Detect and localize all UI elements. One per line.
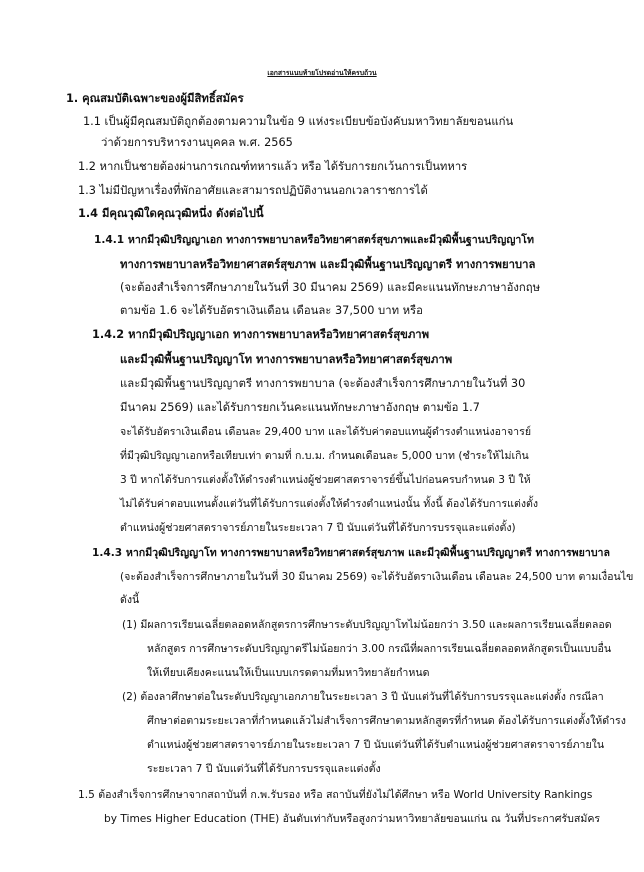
item-1-4-3-line-3: ดังนี้ [120,594,140,606]
item-1-4-2-line-3: และมีวุฒิพื้นฐานปริญญาตรี ทางการพยาบาล (จะต้องสำเร็จการศึกษาภายในวันที่ 30 [120,377,526,390]
item-1-2: 1.2 หากเป็นชายต้องผ่านการเกณฑ์ทหารแล้ว หรือ ได้รับการยกเว้นการเป็นทหาร [78,160,468,173]
condition-1-line-3: ให้เทียบเคียงคะแนนให้เป็นแบบเกรดตามที่มหาวิทยาลัยกำหนด [147,667,430,679]
item-1-4-1: 1.4.1 หากมีวุฒิปริญญาเอก ทางการพยาบาลหรือวิทยาศาสตร์สุขภาพและมีวุฒิพื้นฐานปริญญาโท [94,234,534,246]
item-1-4-2-line-9: ตำแหน่งผู้ช่วยศาสตราจารย์ภายในระยะเวลา 7 ปี นับแต่วันที่ได้รับการบรรจุและแต่งตั้ง) [120,522,516,534]
item-1-4-1-line-3: (จะต้องสำเร็จการศึกษาภายในวันที่ 30 มีนาคม 2569) และมีคะแนนทักษะภาษาอังกฤษ [120,281,541,294]
item-1-4-2-line-2: และมีวุฒิพื้นฐานปริญญาโท ทางการพยาบาลหรือวิทยาศาสตร์สุขภาพ [120,353,453,366]
item-1-4-2-line-7: 3 ปี หากได้รับการแต่งตั้งให้ดำรงตำแหน่งผู้ช่วยศาสตราจารย์ขึ้นไปก่อนครบกำหนด 3 ปี ให้ [120,474,531,486]
item-1-1-cont: ว่าด้วยการบริหารงานบุคคล พ.ศ. 2565 [101,136,293,149]
item-1-4: 1.4 มีคุณวุฒิใดคุณวุฒิหนึ่ง ดังต่อไปนี้ [78,207,264,220]
item-1-5-line-2: by Times Higher Education (THE) อันดับเท่ากับหรือสูงกว่ามหาวิทยาลัยขอนแก่น ณ วันที่ประกาศรับสมัคร [104,813,601,825]
condition-2: (2) ต้องลาศึกษาต่อในระดับปริญญาเอกภายในระยะเวลา 3 ปี นับแต่วันที่ได้รับการบรรจุและแต่งตั้ง กรณีลา [122,691,604,703]
condition-2-line-2: ศึกษาต่อตามระยะเวลาที่กำหนดแล้วไม่สำเร็จการศึกษาตามหลักสูตรที่กำหนด ต้องได้รับการแต่งตั้งให้ดำรง [147,715,626,727]
item-1-4-2-line-4: มีนาคม 2569) และได้รับการยกเว้นคะแนนทักษะภาษาอังกฤษ ตามข้อ 1.7 [120,401,480,414]
item-1-4-2-line-8: ไม่ได้รับค่าตอบแทนตั้งแต่วันที่ได้รับการแต่งตั้งให้ดำรงตำแหน่งนั้น ทั้งนี้ ต้องได้รับการแต่งตั้ง [120,498,539,510]
page-title: เอกสารแนบท้ายโปรดอ่านให้ครบถ้วน [267,69,377,77]
item-1-4-1-line-4: ตามข้อ 1.6 จะได้รับอัตราเงินเดือน เดือนละ 37,500 บาท หรือ [120,304,423,317]
item-1-4-3: 1.4.3 หากมีวุฒิปริญญาโท ทางการพยาบาลหรือวิทยาศาสตร์สุขภาพ และมีวุฒิพื้นฐานปริญญาตรี ทางการพยาบาล [92,547,610,559]
section-1-heading: 1. คุณสมบัติเฉพาะของผู้มีสิทธิ์สมัคร [66,92,244,105]
item-1-4-1-line-2: ทางการพยาบาลหรือวิทยาศาสตร์สุขภาพ และมีวุฒิพื้นฐานปริญญาตรี ทางการพยาบาล [120,258,536,271]
condition-1-line-2: หลักสูตร การศึกษาระดับปริญญาตรีไม่น้อยกว่า 3.00 กรณีที่ผลการเรียนเฉลี่ยตลอดหลักสูตรเป็นแบบอื่น [147,643,612,655]
item-1-3: 1.3 ไม่มีปัญหาเรื่องที่พักอาศัยและสามารถปฏิบัติงานนอกเวลาราชการได้ [78,184,428,197]
condition-1: (1) มีผลการเรียนเฉลี่ยตลอดหลักสูตรการศึกษาระดับปริญญาโทไม่น้อยกว่า 3.50 และผลการเรียนเฉลี่ยตลอด [122,619,612,631]
item-1-4-3-line-2: (จะต้องสำเร็จการศึกษาภายในวันที่ 30 มีนาคม 2569) จะได้รับอัตราเงินเดือน เดือนละ 24,500 บาท ตามเงื่อนไข [120,571,634,583]
item-1-4-2-line-6: ที่มีวุฒิปริญญาเอกหรือเทียบเท่า ตามที่ ก.บ.ม. กำหนดเดือนละ 5,000 บาท (ชำระให้ไม่เกิน [120,450,529,462]
item-1-4-2: 1.4.2 หากมีวุฒิปริญญาเอก ทางการพยาบาลหรือวิทยาศาสตร์สุขภาพ [92,328,430,341]
item-1-4-2-line-5: จะได้รับอัตราเงินเดือน เดือนละ 29,400 บาท และได้รับค่าตอบแทนผู้ดำรงตำแหน่งอาจารย์ [120,426,532,438]
condition-2-line-3: ตำแหน่งผู้ช่วยศาสตราจารย์ภายในระยะเวลา 7 ปี นับแต่วันที่ได้รับตำแหน่งผู้ช่วยศาสตราจารย์ภายใน [147,739,605,751]
item-1-5: 1.5 ต้องสำเร็จการศึกษาจากสถาบันที่ ก.พ.รับรอง หรือ สถาบันที่ยังไม่ได้ศึกษา หรือ World University Rankings [78,789,593,801]
item-1-1: 1.1 เป็นผู้มีคุณสมบัติถูกต้องตามความในข้อ 9 แห่งระเบียบข้อบังคับมหาวิทยาลัยขอนแก่น [83,115,514,128]
condition-2-line-4: ระยะเวลา 7 ปี นับแต่วันที่ได้รับการบรรจุและแต่งตั้ง [147,763,381,775]
